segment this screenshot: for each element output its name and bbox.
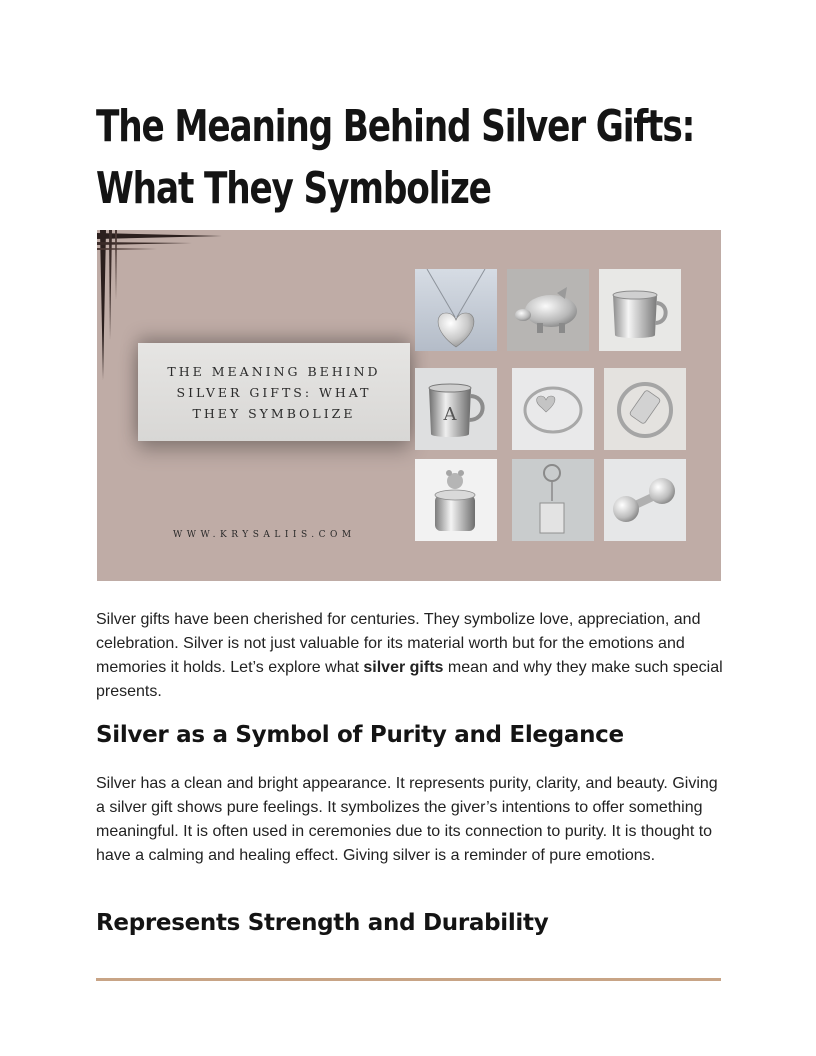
banner-line-1: THE MEANING BEHIND bbox=[167, 363, 381, 379]
hero-image bbox=[97, 230, 721, 581]
intro-bold-term: silver gifts bbox=[363, 659, 444, 676]
banner-line-2: SILVER GIFTS: WHAT bbox=[176, 384, 372, 400]
intro-text-after: mean and why they make such special presents. bbox=[96, 659, 723, 700]
footer-divider bbox=[96, 978, 721, 981]
page-title bbox=[96, 96, 695, 220]
heart-pendant-necklace-image bbox=[415, 269, 497, 351]
engraved-baby-cup-image bbox=[415, 368, 497, 450]
page-title-line-1: The Meaning Behind Silver Gifts: bbox=[96, 101, 695, 152]
svg-text:A: A bbox=[443, 404, 457, 425]
silver-dumbbell-rattle-image bbox=[604, 459, 686, 541]
silver-piggy-bank-image bbox=[507, 269, 589, 351]
teddy-trinket-box-image bbox=[415, 459, 497, 541]
intro-text-before: Silver gifts have been cherished for centuries. They symbolize love, appreciation, and celebration. Silver is not just valuable for its material worth but for the emotions and memories it holds. Let’s explore what bbox=[96, 611, 701, 676]
hero-banner bbox=[138, 343, 410, 441]
section-heading-purity: Silver as a Symbol of Purity and Elegance bbox=[96, 722, 624, 748]
id-bangle-bracelet-image bbox=[604, 368, 686, 450]
page-title-line-2: What They Symbolize bbox=[96, 163, 491, 214]
website-url: WWW.KRYSALIIS.COM bbox=[173, 530, 356, 540]
silver-keyring-image bbox=[512, 459, 594, 541]
section-paragraph-purity: Silver has a clean and bright appearance. It represents purity, clarity, and beauty. Giving a silver gift shows pure feelings. It symbolizes the giver’s intentions to offer something meaningful. It is often used in ceremonies due to its connection to purity. It is thought to have a calming and healing effect. Giving silver is a reminder of pure emotions. bbox=[96, 775, 718, 864]
heart-bangle-bracelet-image bbox=[512, 368, 594, 450]
section-heading-strength: Represents Strength and Durability bbox=[96, 910, 549, 936]
silver-baby-cup-image bbox=[599, 269, 681, 351]
intro-paragraph bbox=[96, 608, 726, 704]
banner-line-3: THEY SYMBOLIZE bbox=[192, 405, 356, 421]
